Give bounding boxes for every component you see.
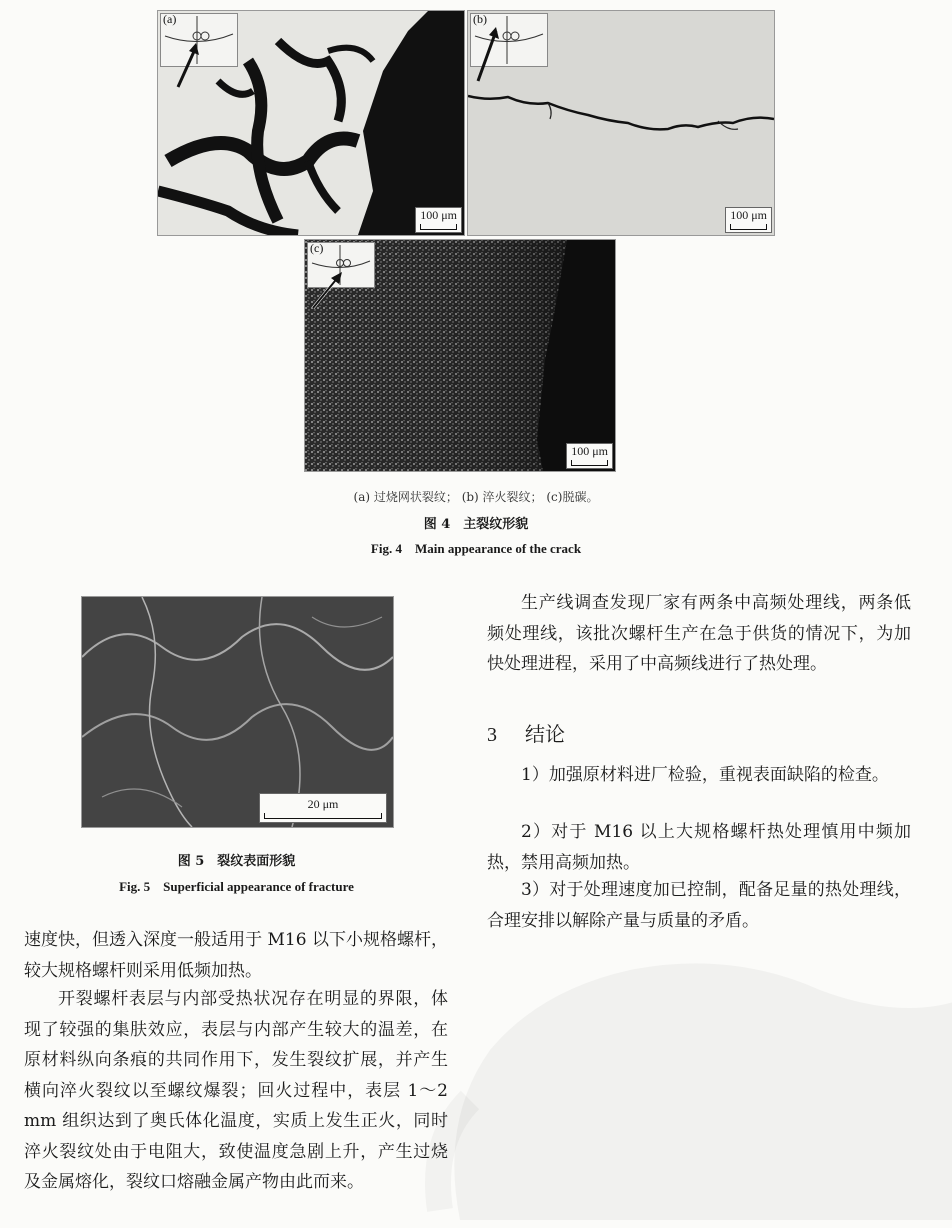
figure4-caption-cn: 图 4 主裂纹形貌 [423, 517, 529, 532]
section-title: 结论 [525, 722, 565, 746]
conclusion-3: 3）对于处理速度加已控制，配备足量的热处理线，合理安排以解除产量与质量的矛盾。 [487, 880, 911, 931]
scale-bar-a: 100 μm [415, 207, 462, 233]
arrow-icon [472, 25, 502, 85]
panel-label-a: (a) [163, 12, 177, 26]
left-paragraph-2: 开裂螺杆表层与内部受热状况存在明显的界限，体现了较强的集肤效应，表层与内部产生较大的温差，在原材料纵向条痕的共同作用下，发生裂纹扩展，并产生横向淬火裂纹以至螺纹爆裂；回火过程中，表层 1～2 mm 组织达到了奥氏体化温度，实质上发生正火，同时淬火裂纹处由于电阻大，致使温度急剧上升，产生过烧及金属熔化，裂纹口熔融金属产物由此而来。 [24, 989, 448, 1192]
watermark-logo [400, 900, 952, 1220]
scale-bar-c: 100 μm [566, 443, 613, 469]
micrograph-c [304, 239, 616, 472]
conclusion-1: 1）加强原材料进厂检验，重视表面缺陷的检查。 [521, 765, 889, 785]
section-heading [487, 718, 565, 747]
arrow-icon [172, 41, 202, 91]
scale-bar-fig5: 20 μm [259, 793, 387, 823]
fracture-surface-image [81, 596, 394, 828]
micrograph-a [157, 10, 465, 236]
arrow-icon [309, 262, 345, 312]
section-number: 3 [487, 724, 497, 746]
right-paragraph-1: 生产线调查发现厂家有两条中高频处理线，两条低频处理线，该批次螺杆生产在急于供货的情况下，为加快处理进程，采用了中高频线进行了热处理。 [487, 593, 911, 674]
figure4-caption-en: Fig. 4 Main appearance of the crack [370, 541, 582, 556]
left-paragraph-1: 速度快，但透入深度一般适用于 M16 以下小规格螺杆，较大规格螺杆则采用低频加热。 [24, 930, 448, 981]
micrograph-b [467, 10, 775, 236]
figure4-subcaption: (a) 过烧网状裂纹； (b) 淬火裂纹； (c)脱碳。 [353, 490, 599, 504]
scale-bar-b: 100 μm [725, 207, 772, 233]
panel-label-b: (b) [473, 12, 487, 26]
conclusion-2: 2）对于 M16 以上大规格螺杆热处理慎用中频加热，禁用高频加热。 [487, 822, 911, 873]
figure5-caption-en: Fig. 5 Superficial appearance of fracture [119, 879, 354, 894]
panel-label-c: (c) [310, 241, 324, 255]
figure5-caption-cn: 图 5 裂纹表面形貌 [177, 854, 296, 869]
